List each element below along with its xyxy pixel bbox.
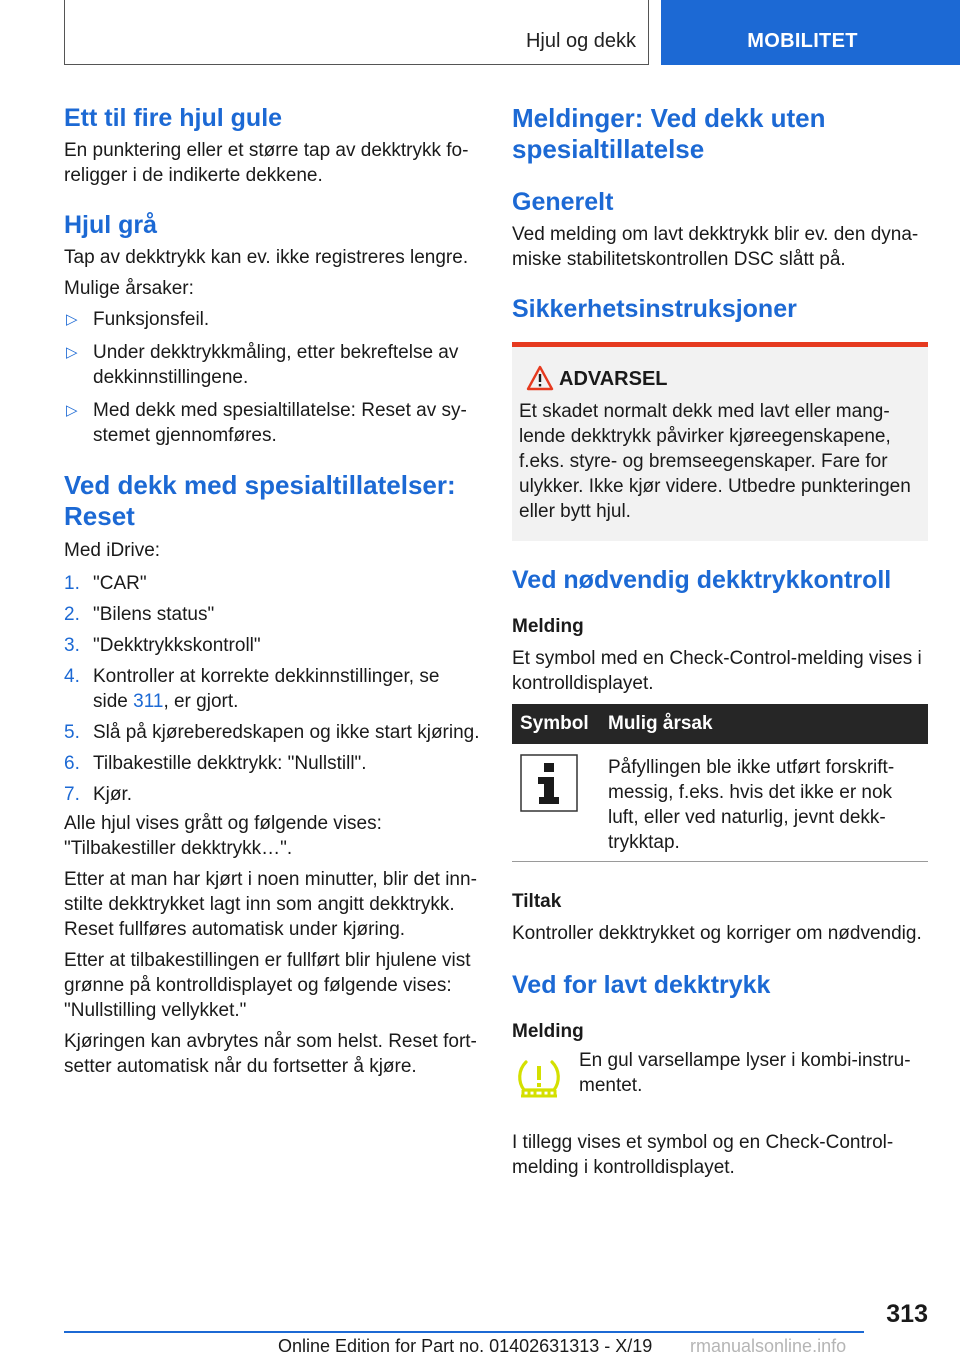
text-with-idrive: Med iDrive:: [64, 540, 161, 561]
tire-pressure-warning-icon: [515, 1058, 563, 1102]
lamp-row: [512, 1048, 928, 1122]
watermark-text: rmanualsonline.info: [690, 1336, 847, 1356]
heading-yellow-wheels: Ett til fire hjul gule: [64, 104, 283, 132]
text-after-driving: Etter at man har kjørt i noen minutter, blir det inn- stilte dekktrykket lagt inn som angitt dekktrykk. Reset fullføres automatisk under kjøring.: [64, 869, 477, 940]
list-item: 1. "CAR": [64, 573, 147, 594]
list-item: 7. Kjør.: [64, 784, 133, 805]
warning-triangle-icon: [526, 365, 554, 391]
text-lamp: En gul varsellampe lyser i kombi-instru- mentet.: [579, 1050, 911, 1096]
triangle-bullet-icon: ▷: [66, 402, 78, 419]
text-additional: I tillegg vises et symbol og en Check-Control- melding i kontrolldisplayet.: [512, 1132, 894, 1178]
list-item: ▷ Funksjonsfeil.: [66, 309, 210, 330]
warning-box: [512, 342, 928, 541]
text-yellow-wheels: En punktering eller et større tap av dekktrykk fo- religger i de indikerte dekkene.: [64, 140, 469, 186]
right-column: [512, 100, 928, 1180]
text-wheels-green: Etter at tilbakestillingen er fullført blir hjulene vist grønne på kontrolldisplayet og følgende vises: "Nullstilling vellykket.": [64, 950, 471, 1021]
reset-steps: [64, 571, 480, 807]
column-header-cause: Mulig årsak: [600, 704, 928, 744]
heading-message-2: Melding: [512, 1021, 584, 1042]
list-item: ▷ Under dekktrykkmåling, etter bekreftelse av dekkinnstillingene.: [66, 342, 459, 388]
info-icon: [520, 754, 578, 812]
text-grey-wheels: Tap av dekktrykk kan ev. ikke registreres lengre.: [64, 247, 469, 268]
text-all-grey: Alle hjul vises grått og følgende vises: "Tilbakestiller dekktrykk…".: [64, 813, 382, 859]
text-possible-causes: Mulige årsaker:: [64, 278, 194, 299]
table-header-row: [512, 704, 928, 744]
header-frame: [64, 0, 649, 65]
list-item: 3. "Dekktrykkskontroll": [64, 635, 261, 656]
page-reference-link[interactable]: 311: [133, 691, 164, 712]
column-header-symbol: Symbol: [512, 704, 600, 744]
warning-title: ADVARSEL: [519, 367, 921, 392]
section-title: Hjul og dekk: [525, 30, 636, 52]
chapter-tab[interactable]: MOBILITET: [661, 0, 960, 65]
text-general: Ved melding om lavt dekktrykk blir ev. den dyna- miske stabilitetskontrollen DSC slått på.: [512, 224, 919, 270]
list-item: 6. Tilbakestille dekktrykk: "Nullstill".: [64, 753, 367, 774]
list-item: ▷ Med dekk med spesialtillatelse: Reset av sy- stemet gjennomføres.: [66, 400, 467, 446]
heading-general: Generelt: [512, 188, 614, 216]
cause-list: [64, 307, 480, 448]
heading-action: Tiltak: [512, 891, 562, 912]
heading-message-1: Melding: [512, 616, 584, 637]
footer-divider: [64, 1331, 864, 1333]
list-item: 4. Kontroller at korrekte dekkinnstillinger, se side 311, er gjort.: [64, 666, 440, 712]
list-item: 2. "Bilens status": [64, 604, 215, 625]
text-interrupt: Kjøringen kan avbrytes når som helst. Reset fort- setter automatisk når du fortsetter å kjøre.: [64, 1031, 477, 1077]
triangle-bullet-icon: ▷: [66, 344, 78, 361]
triangle-bullet-icon: ▷: [66, 311, 78, 328]
left-column: [64, 100, 480, 1079]
heading-messages: Meldinger: Ved dekk uten spesialtillatelse: [512, 103, 826, 164]
text-action: Kontroller dekktrykket og korriger om nødvendig.: [512, 923, 922, 944]
heading-needed-check: Ved nødvendig dekktrykkontroll: [512, 566, 892, 594]
edition-text: Online Edition for Part no. 01402631313 - X/19: [278, 1336, 653, 1356]
warning-text: Et skadet normalt dekk med lavt eller mang- lende dekktrykk påvirker kjøreegenskapene, f.eks. styre- og bremseegenskaper. Fare for ulykker. Ikke kjør videre. Utbedre punkteringen eller bytt hjul.: [519, 401, 911, 522]
symbol-cell: [512, 744, 600, 862]
heading-grey-wheels: Hjul grå: [64, 211, 158, 239]
page-number: 313: [886, 1300, 928, 1328]
list-item: 5. Slå på kjøreberedskapen og ikke start kjøring.: [64, 722, 480, 743]
symbol-table: [512, 704, 928, 862]
table-row: [512, 744, 928, 862]
heading-reset: Ved dekk med spesialtillatelser: Reset: [64, 470, 456, 531]
heading-safety: Sikkerhetsinstruksjoner: [512, 295, 797, 323]
cause-cell: Påfyllingen ble ikke utført forskrift- messig, f.eks. hvis det ikke er nok luft, eller ved naturlig, jevnt dekk- trykktap.: [600, 744, 928, 862]
text-message-1: Et symbol med en Check-Control-melding vises i kontrolldisplayet.: [512, 648, 922, 694]
heading-too-low: Ved for lavt dekktrykk: [512, 971, 771, 999]
